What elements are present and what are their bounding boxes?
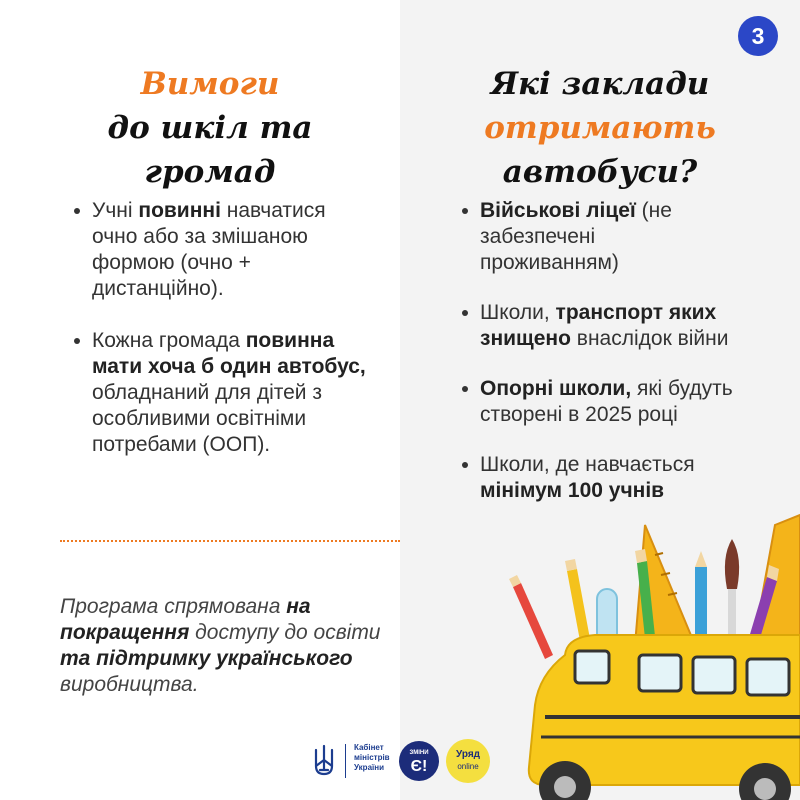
left-title — [40, 62, 380, 194]
right-title — [404, 62, 796, 194]
bullet-bold: мінімум 100 учнів — [480, 479, 665, 502]
bullet-bold: повинні — [138, 199, 221, 222]
cabinet-logo-text: Кабінет міністрів України — [354, 743, 390, 772]
bullet-text: Школи, де навчається — [480, 453, 695, 476]
list-item — [458, 376, 768, 428]
bullet-bold: транспорт яких знищено — [480, 301, 717, 350]
bullet-bold: повинна мати хоча б один автобус, — [92, 329, 366, 378]
list-item — [458, 300, 768, 352]
list-item — [458, 198, 690, 276]
zminy-logo — [398, 740, 440, 782]
zminy-logo-label: ЗМІНИ — [409, 750, 429, 756]
right-title-line1: Які заклади — [490, 66, 710, 102]
bullet-text: внаслідок війни — [570, 327, 729, 350]
program-note — [60, 594, 390, 698]
list-item — [70, 198, 370, 302]
bullet-text: Школи, — [480, 301, 556, 324]
right-title-accent: отримають — [484, 110, 716, 146]
bullet-text: які будуть створені в 2025 році — [480, 377, 733, 426]
bus-illustration — [505, 505, 800, 800]
note-text: Програма спрямована — [60, 595, 287, 618]
left-bullet-list — [70, 198, 370, 458]
note-text: виробництва. — [60, 673, 199, 696]
right-title-rest: автобуси? — [502, 154, 698, 190]
bullet-bold: Військові ліцеї — [480, 199, 636, 222]
note-text: доступу до освіти — [189, 621, 381, 644]
left-title-line2: до шкіл та громад — [107, 110, 313, 190]
bullet-text: навчатися очно або за змішаною формою (очно + дистанційно). — [92, 199, 326, 300]
bullet-text: Учні — [92, 199, 139, 222]
page-number-badge: 3 — [738, 16, 778, 56]
right-title-line2 — [404, 106, 796, 194]
bullet-text: обладнаний для дітей з особливими освітніми потребами (ООП). — [92, 381, 323, 456]
uryad-label: Уряд — [456, 749, 480, 760]
bullet-bold: Опорні школи, — [480, 377, 632, 400]
left-title-line1: Вимоги — [140, 66, 280, 102]
trident-icon — [312, 744, 336, 778]
bullet-text: Кожна громада — [92, 329, 246, 352]
list-item — [70, 328, 370, 458]
note-bold: та підтримку українського — [60, 647, 353, 670]
pencil-icon — [509, 575, 553, 659]
right-bullet-list — [458, 198, 768, 504]
uryad-online-logo — [446, 739, 490, 783]
bullet-text: (не забезпечені проживанням) — [480, 199, 672, 274]
dotted-divider — [60, 540, 400, 542]
note-bold: на покращення — [60, 595, 311, 644]
list-item — [458, 452, 768, 504]
logo-separator — [345, 744, 346, 778]
zminy-logo-letter: Є! — [410, 758, 428, 775]
uryad-sub-label: online — [457, 762, 479, 771]
